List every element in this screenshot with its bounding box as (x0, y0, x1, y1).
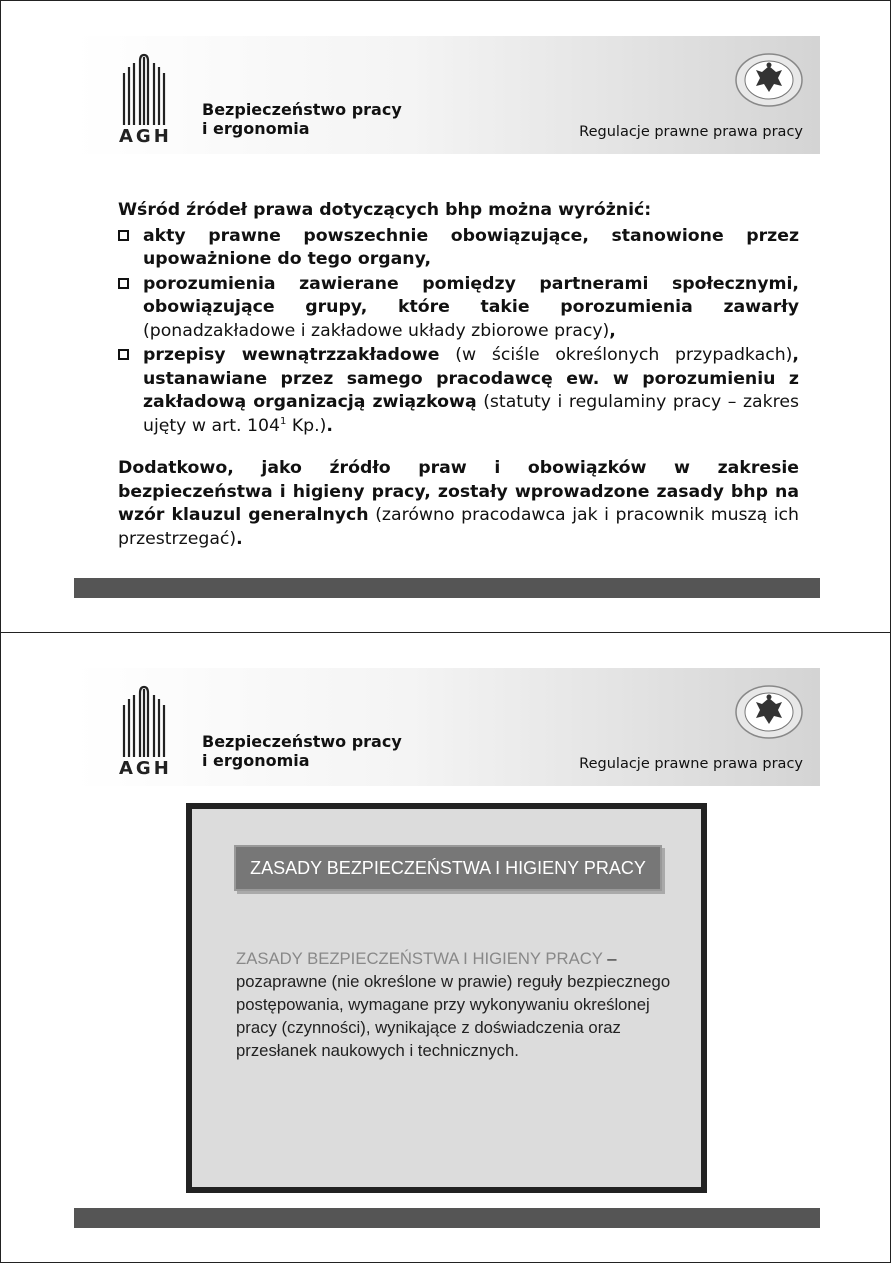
slide-header (74, 36, 820, 154)
checkbox-bullet-icon (118, 278, 129, 289)
definition-text: – pozaprawne (nie określone w prawie) reguły bezpiecznego postępowania, wymagane przy wykonywaniu określonej pracy (czynności), wynikające z doświadczenia oraz przesłanek naukowych i technicznych. (236, 949, 671, 1060)
list-item (118, 225, 799, 272)
item-text-normal-c: Kp.) (286, 415, 327, 436)
embedded-slide-title: ZASADY BEZPIECZEŃSTWA I HIGIENY PRACY (234, 845, 662, 891)
list-item (118, 344, 799, 438)
course-title-line1: Bezpieczeństwo pracy (202, 732, 402, 751)
university-seal-icon (732, 680, 806, 740)
university-seal-icon (732, 48, 806, 108)
logo-text: AGH (119, 126, 172, 147)
para-normal: (zarówno pracodawca jak i pracownik muszą ich przestrzegać) (118, 505, 800, 549)
intro-heading: Wśród źródeł prawa dotyczących bhp można wyróżnić: (118, 200, 652, 220)
agh-logo-icon (121, 53, 167, 125)
footer-bar (74, 578, 820, 598)
para-bold: Dodatkowo, jako źródło praw i obowiązków w zakresie bezpieczeństwa i higieny pracy, zostały wprowadzone zasady bhp na wzór klauzul generalnych (118, 458, 799, 525)
bhp-rules-paragraph (118, 457, 799, 551)
checkbox-bullet-icon (118, 349, 129, 360)
agh-logo-icon (121, 685, 167, 757)
para-end: . (236, 528, 243, 549)
defined-term: ZASADY BEZPIECZEŃSTWA I HIGIENY PRACY (236, 949, 603, 968)
item-text-normal: (ponadzakładowe i zakładowe układy zbiorowe pracy) (143, 320, 610, 341)
agh-logo (119, 685, 172, 779)
footer-bar (74, 1208, 820, 1228)
checkbox-bullet-icon (118, 230, 129, 241)
item-text: akty prawne powszechnie obowiązujące, stanowione przez upoważnione do tego organy, (143, 225, 799, 269)
course-title-line1: Bezpieczeństwo pracy (202, 100, 402, 119)
page-2 (0, 632, 891, 1263)
item-text-normal-b: (statuty i regulaminy pracy – zakres ujęty w art. 104 (143, 392, 799, 436)
embedded-slide (186, 803, 707, 1193)
slide-header (74, 668, 820, 786)
item-end: . (326, 415, 333, 436)
item-end: , (609, 320, 616, 341)
item-text-bold-b: , ustanawiane przez samego pracodawcę ew. w porozumieniu z zakładową organizacją związkową (143, 345, 799, 412)
course-title-line2: i ergonomia (202, 751, 310, 770)
course-title (202, 100, 402, 138)
course-title (202, 732, 402, 770)
sources-list (118, 225, 799, 439)
agh-logo (119, 53, 172, 147)
item-text-normal-a: (w ściśle określonych przypadkach) (455, 345, 793, 365)
sources-of-law-section (118, 199, 799, 439)
logo-text: AGH (119, 758, 172, 779)
course-title-line2: i ergonomia (202, 119, 310, 138)
item-text-bold: porozumienia zawierane pomiędzy partnerami społecznymi, obowiązujące grupy, które takie porozumienia zawarły (143, 273, 799, 317)
item-sup: 1 (279, 415, 287, 427)
item-text-bold-a: przepisy wewnątrzzakładowe (143, 345, 440, 365)
list-item (118, 273, 799, 344)
slide-subtitle: Regulacje prawne prawa pracy (579, 124, 803, 140)
slide-subtitle: Regulacje prawne prawa pracy (579, 756, 803, 772)
embedded-slide-body (236, 947, 676, 1062)
